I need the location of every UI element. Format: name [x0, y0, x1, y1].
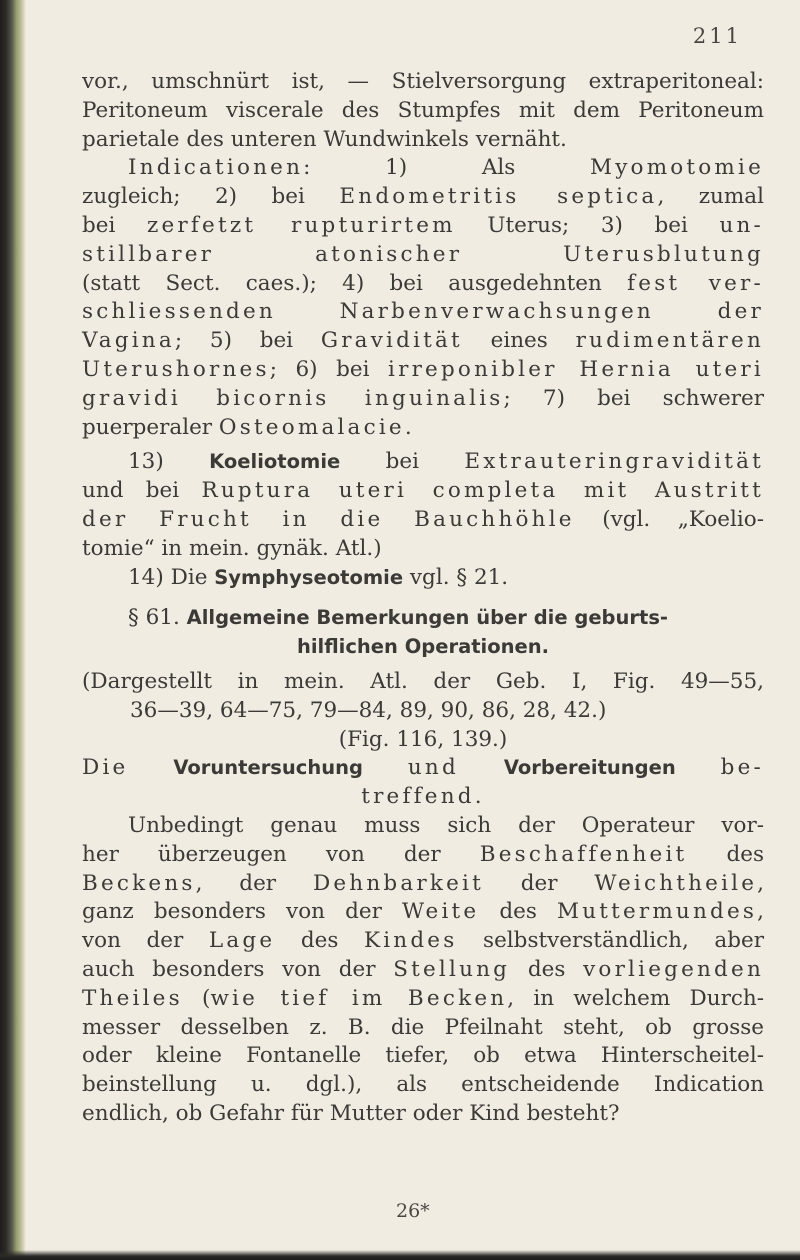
text-line: bei zerfetzt rupturirtem Uterus; 3) bei un-	[82, 212, 765, 238]
text-line: (Dargestellt in mein. Atl. der Geb. I, Fig. 49—55,	[82, 668, 764, 694]
text-line: ganz besonders von der Weite des Muttermundes,	[82, 899, 764, 925]
text-line: stillbarer atonischer Uterusblutung	[82, 241, 764, 267]
text-line: Theiles (wie tief im Becken, in welchem Durch-	[82, 985, 764, 1011]
text-line: von der Lage des Kindes selbstverständlich, aber	[82, 928, 765, 954]
text-line: (Fig. 116, 139.)	[338, 726, 508, 752]
text-line: her überzeugen von der Beschaffenheit des	[82, 841, 764, 867]
text-line: 13) Koeliotomie bei Extrauteringravidität	[128, 449, 764, 475]
text-line: vor., umschnürt ist, — Stielversorgung extraperitoneal:	[82, 69, 764, 94]
text-line: treffend.	[361, 784, 485, 810]
text-line: (statt Sect. caes.); 4) bei ausgedehnten fest ver-	[82, 270, 764, 296]
text-line: schliessenden Narbenverwachsungen der	[82, 299, 764, 325]
text-line: auch besonders von der Stellung des vorliegenden	[82, 956, 764, 982]
text-line: parietale des unteren Wundwinkels vernäht.	[82, 126, 567, 152]
text-line: und bei Ruptura uteri completa mit Austritt	[82, 478, 764, 504]
text-line: Uterushornes; 6) bei irreponibler Hernia uteri	[82, 356, 764, 382]
text-line: Die Voruntersuchung und Vorbereitungen be-	[82, 755, 764, 781]
text-line: beinstellung u. dgl.), als entscheidende Indication	[82, 1072, 764, 1098]
text-line: zugleich; 2) bei Endometritis septica, zumal	[82, 184, 764, 210]
text-line: puerperaler Osteomalacie.	[82, 414, 412, 440]
book-binding-edge	[0, 0, 26, 1260]
text-line: tomie“ in mein. gynäk. Atl.)	[82, 535, 382, 561]
text-line: 36—39, 64—75, 79—84, 89, 90, 86, 28, 42.)	[130, 697, 607, 723]
text-line: Unbedingt genau muss sich der Operateur vor-	[128, 812, 764, 838]
signature-mark: 26*	[396, 1200, 430, 1222]
text-line: Beckens, der Dehnbarkeit der Weichtheile,	[82, 870, 764, 896]
text-line: gravidi bicornis inguinalis; 7) bei schwerer	[82, 385, 764, 411]
text-line: Vagina; 5) bei Gravidität eines rudimentären	[82, 328, 765, 354]
page-bottom-edge	[0, 1250, 800, 1260]
text-line: Peritoneum viscerale des Stumpfes mit dem Peritoneum	[82, 97, 764, 123]
text-line: oder kleine Fontanelle tiefer, ob etwa Hinterscheitel-	[82, 1043, 764, 1069]
text-line: endlich, ob Gefahr für Mutter oder Kind besteht?	[82, 1100, 620, 1126]
section-heading-cont: hilflichen Operationen.	[296, 635, 550, 659]
text-line: messer desselben z. B. die Pfeilnaht steht, ob grosse	[82, 1014, 764, 1040]
page-number: 211	[692, 24, 742, 48]
text-line: Indicationen: 1) Als Myomotomie	[128, 155, 764, 181]
page-text	[82, 68, 764, 1129]
text-line: 14) Die Symphyseotomie vgl. § 21.	[128, 564, 509, 590]
section-heading: § 61. Allgemeine Bemerkungen über die geburts-	[128, 605, 669, 631]
text-line: der Frucht in die Bauchhöhle (vgl. „Koelio-	[82, 506, 764, 532]
